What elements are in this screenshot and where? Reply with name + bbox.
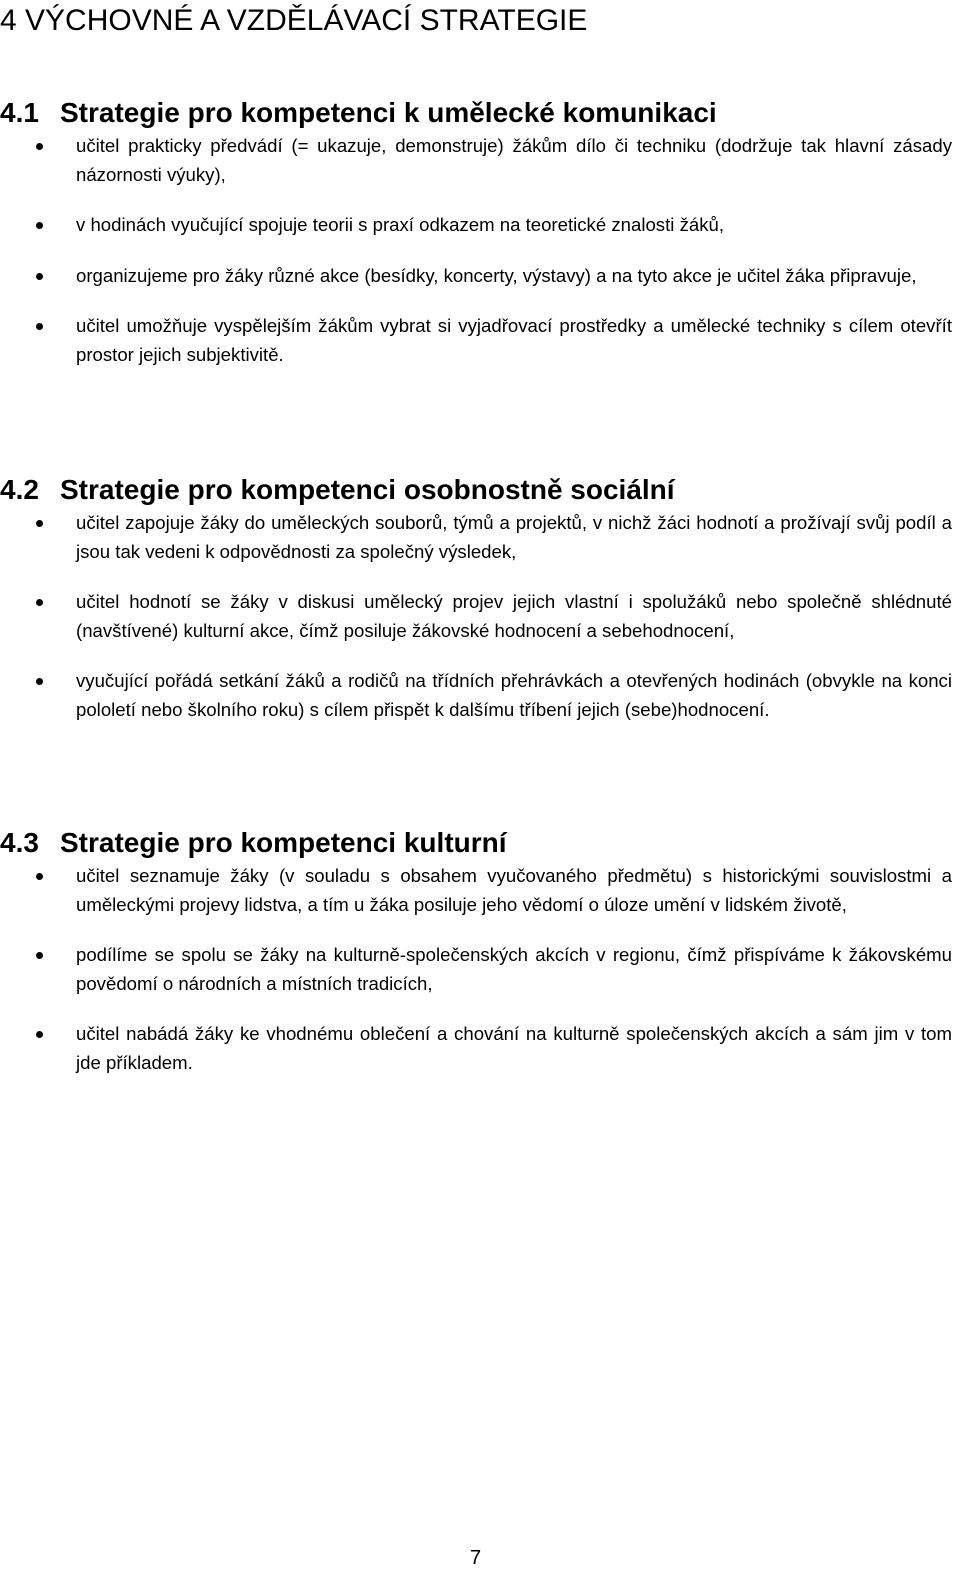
bullet-icon [36,222,43,229]
chapter-title: 4 VÝCHOVNÉ A VZDĚLÁVACÍ STRATEGIE [0,4,588,37]
bullet-icon [36,952,43,959]
section-number: 4.3 [0,827,39,858]
bullet-list [0,132,960,369]
list-item: učitel nabádá žáky ke vhodnému oblečení a chování na kulturně společenských akcích a sám jim v tom jde příkladem. [0,1020,952,1077]
list-item: učitel prakticky předvádí (= ukazuje, demonstruje) žákům dílo či techniku (dodržuje tak hlavní zásady názornosti výuky), [0,132,952,189]
bullet-icon [36,678,43,685]
bullet-list [0,862,960,1077]
section-title-text: Strategie pro kompetenci k umělecké komunikaci [60,97,717,128]
list-item: učitel hodnotí se žáky v diskusi umělecký projev jejich vlastní i spolužáků nebo společně shlédnuté (navštívené) kulturní akce, čímž posiluje žákovské hodnocení a sebehodnocení, [0,588,952,645]
list-item: vyučující pořádá setkání žáků a rodičů na třídních přehrávkách a otevřených hodinách (obvykle na konci pololetí nebo školního roku) s cílem přispět k dalšímu tříbení jejich (sebe)hodnocení. [0,667,952,724]
bullet-icon [36,323,43,330]
section-number: 4.1 [0,97,39,128]
section-title-text: Strategie pro kompetenci osobnostně sociální [60,474,675,505]
list-item: organizujeme pro žáky různé akce (besídky, koncerty, výstavy) a na tyto akce je učitel žáka připravuje, [0,262,952,291]
section-number: 4.2 [0,474,39,505]
section-title-text: Strategie pro kompetenci kulturní [60,827,507,858]
section-title [0,826,960,860]
list-item: podílíme se spolu se žáky na kulturně-společenských akcích v regionu, čímž přispíváme k žákovskému povědomí o národních a místních tradicích, [0,941,952,998]
section-title [0,96,960,130]
page-number: 7 [470,1547,482,1569]
section-4-3 [0,826,960,1077]
bullet-icon [36,599,43,606]
section-4-1 [0,96,960,369]
bullet-icon [36,143,43,150]
bullet-icon [36,273,43,280]
list-item: v hodinách vyučující spojuje teorii s praxí odkazem na teoretické znalosti žáků, [0,211,952,240]
bullet-icon [36,873,43,880]
bullet-list [0,509,960,724]
list-item: učitel umožňuje vyspělejším žákům vybrat si vyjadřovací prostředky a umělecké techniky s cílem otevřít prostor jejich subjektivitě. [0,312,952,369]
list-item: učitel zapojuje žáky do uměleckých souborů, týmů a projektů, v nichž žáci hodnotí a prožívají svůj podíl a jsou tak vedeni k odpovědnosti za společný výsledek, [0,509,952,566]
section-title [0,473,960,507]
bullet-icon [36,1031,43,1038]
list-item: učitel seznamuje žáky (v souladu s obsahem vyučovaného předmětu) s historickými souvislostmi a uměleckými projevy lidstva, a tím u žáka posiluje jeho vědomí o úloze umění v lidském životě, [0,862,952,919]
section-4-2 [0,473,960,724]
bullet-icon [36,520,43,527]
